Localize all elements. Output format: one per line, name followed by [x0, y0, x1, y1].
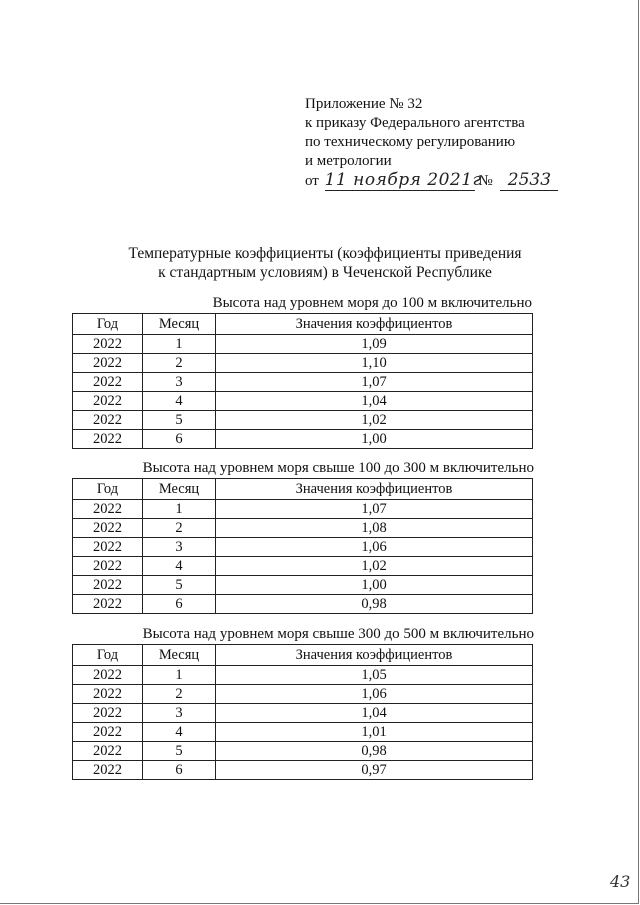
appendix-number: Приложение № 32 [305, 96, 423, 112]
cell-year: 2022 [73, 500, 143, 519]
header-month: Месяц [143, 479, 216, 500]
cell-year: 2022 [73, 666, 143, 685]
table-header-row [73, 314, 533, 335]
table-row [73, 723, 533, 742]
page-number: 43 [610, 872, 631, 891]
cell-year: 2022 [73, 576, 143, 595]
cell-value: 1,02 [216, 557, 533, 576]
cell-value: 0,98 [216, 595, 533, 614]
cell-month: 6 [143, 430, 216, 449]
cell-value: 0,97 [216, 761, 533, 780]
order-reference: к приказу Федерального агентства [305, 115, 525, 131]
table-row [73, 704, 533, 723]
header-values: Значения коэффициентов [216, 314, 533, 335]
cell-month: 3 [143, 373, 216, 392]
cell-value: 1,09 [216, 335, 533, 354]
cell-value: 1,08 [216, 519, 533, 538]
cell-value: 1,07 [216, 373, 533, 392]
header-values: Значения коэффициентов [216, 645, 533, 666]
table-row [73, 519, 533, 538]
cell-value: 1,06 [216, 685, 533, 704]
cell-year: 2022 [73, 685, 143, 704]
table-row [73, 354, 533, 373]
header-year: Год [73, 314, 143, 335]
table-row [73, 411, 533, 430]
cell-value: 1,04 [216, 704, 533, 723]
cell-month: 1 [143, 500, 216, 519]
cell-value: 1,01 [216, 723, 533, 742]
cell-month: 3 [143, 704, 216, 723]
cell-value: 1,10 [216, 354, 533, 373]
table-row [73, 685, 533, 704]
cell-year: 2022 [73, 411, 143, 430]
cell-month: 4 [143, 723, 216, 742]
cell-value: 1,02 [216, 411, 533, 430]
cell-year: 2022 [73, 354, 143, 373]
cell-month: 2 [143, 519, 216, 538]
table-header-row [73, 479, 533, 500]
table-row [73, 538, 533, 557]
cell-year: 2022 [73, 335, 143, 354]
cell-year: 2022 [73, 519, 143, 538]
coefficients-table-3 [72, 644, 533, 780]
cell-year: 2022 [73, 742, 143, 761]
document-title [110, 244, 540, 282]
cell-month: 5 [143, 742, 216, 761]
cell-month: 1 [143, 335, 216, 354]
cell-value: 1,07 [216, 500, 533, 519]
cell-year: 2022 [73, 595, 143, 614]
agency-line-end: и метрологии [305, 153, 392, 169]
cell-year: 2022 [73, 373, 143, 392]
cell-month: 2 [143, 685, 216, 704]
cell-year: 2022 [73, 538, 143, 557]
order-date-line [305, 171, 605, 191]
header-values: Значения коэффициентов [216, 479, 533, 500]
table-row [73, 595, 533, 614]
cell-month: 4 [143, 557, 216, 576]
table-header-row [73, 645, 533, 666]
title-line-2: к стандартным условиям) в Чеченской Республике [158, 264, 492, 281]
cell-year: 2022 [73, 392, 143, 411]
cell-month: 2 [143, 354, 216, 373]
table-row [73, 430, 533, 449]
cell-month: 4 [143, 392, 216, 411]
cell-year: 2022 [73, 430, 143, 449]
table-3-caption: Высота над уровнем моря свыше 300 до 500 м включительно [142, 626, 534, 642]
table-row [73, 392, 533, 411]
table-2-caption: Высота над уровнем моря свыше 100 до 300 м включительно [142, 460, 534, 476]
cell-month: 6 [143, 595, 216, 614]
handwritten-order-number: 2533 [500, 171, 558, 191]
cell-year: 2022 [73, 704, 143, 723]
table-row [73, 557, 533, 576]
appendix-header [305, 95, 605, 191]
cell-month: 5 [143, 576, 216, 595]
cell-value: 0,98 [216, 742, 533, 761]
cell-value: 1,00 [216, 430, 533, 449]
header-month: Месяц [143, 314, 216, 335]
cell-value: 1,04 [216, 392, 533, 411]
coefficients-table-2 [72, 478, 533, 614]
coefficients-table-1 [72, 313, 533, 449]
cell-value: 1,06 [216, 538, 533, 557]
cell-year: 2022 [73, 761, 143, 780]
table-row [73, 666, 533, 685]
cell-year: 2022 [73, 723, 143, 742]
table-row [73, 761, 533, 780]
cell-month: 6 [143, 761, 216, 780]
header-year: Год [73, 479, 143, 500]
cell-month: 3 [143, 538, 216, 557]
handwritten-date: 11 ноября 2021г [324, 170, 482, 190]
table-row [73, 576, 533, 595]
number-prefix: № [478, 173, 493, 189]
table-row [73, 373, 533, 392]
agency-line: по техническому регулированию [305, 134, 516, 150]
cell-year: 2022 [73, 557, 143, 576]
cell-month: 1 [143, 666, 216, 685]
table-row [73, 500, 533, 519]
header-year: Год [73, 645, 143, 666]
cell-month: 5 [143, 411, 216, 430]
cell-value: 1,00 [216, 576, 533, 595]
header-month: Месяц [143, 645, 216, 666]
date-prefix: от [305, 173, 319, 189]
table-1-caption: Высота над уровнем моря до 100 м включительно [212, 295, 532, 311]
table-row [73, 335, 533, 354]
cell-value: 1,05 [216, 666, 533, 685]
title-line-1: Температурные коэффициенты (коэффициенты приведения [128, 245, 522, 262]
table-row [73, 742, 533, 761]
